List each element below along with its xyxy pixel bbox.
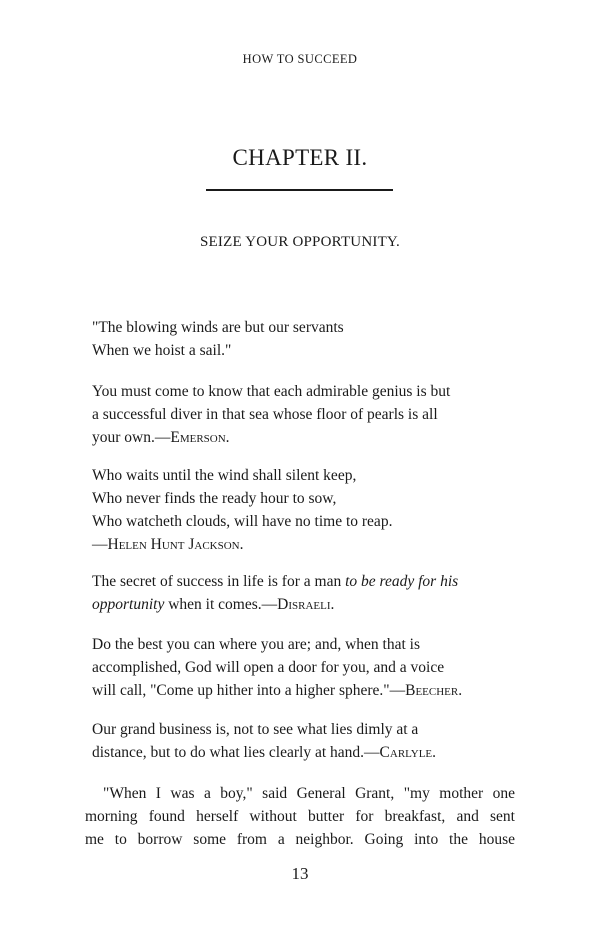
quote-line: accomplished, God will open a door for you, and a voice (92, 659, 445, 676)
chapter-title: CHAPTER II. (232, 145, 368, 170)
paragraph-line: "When I was a boy," said General Grant, "my mother one (103, 785, 515, 802)
quote-line: You must come to know that each admirable genius is but (92, 383, 451, 400)
running-head: HOW TO SUCCEED (242, 52, 358, 66)
chapter-subtitle: SEIZE YOUR OPPORTUNITY. (200, 234, 400, 250)
quote-line (92, 593, 522, 616)
verse-line: "The blowing winds are but our servants (92, 319, 344, 336)
quote-text: when it comes.— (164, 596, 278, 613)
quote-text: your own.— (92, 429, 171, 446)
author-attribution: Carlyle. (379, 744, 437, 761)
quote-line (92, 533, 522, 556)
epigraph-emerson (92, 380, 522, 449)
quote-text: will call, "Come up hither into a higher sphere."— (92, 682, 406, 699)
quote-emphasis: to be ready for his (345, 573, 459, 590)
author-attribution: Helen Hunt Jackson. (107, 536, 244, 553)
paragraph-line: morning found herself without butter for breakfast, and sent (85, 808, 515, 825)
quote-line (92, 679, 522, 702)
quote-text: distance, but to do what lies clearly at hand.— (92, 744, 380, 761)
verse-line: Who never finds the ready hour to sow, (92, 490, 337, 507)
quote-line: a successful diver in that sea whose floor of pearls is all (92, 406, 438, 423)
author-attribution: Disraeli. (277, 596, 335, 613)
author-attribution: Emerson. (170, 429, 230, 446)
paragraph-line: me to borrow some from a neighbor. Going into the house (85, 831, 515, 848)
verse-line: When we hoist a sail." (92, 342, 232, 359)
quote-line (92, 741, 522, 764)
body-paragraph (85, 782, 515, 851)
quote-line: Our grand business is, not to see what lies dimly at a (92, 721, 419, 738)
quote-emphasis: opportunity (92, 596, 165, 613)
quote-text: The secret of success in life is for a man (92, 573, 346, 590)
quote-line: Do the best you can where you are; and, when that is (92, 636, 420, 653)
author-attribution: Beecher. (405, 682, 463, 699)
epigraph-beecher (92, 633, 522, 702)
epigraph-carlyle (92, 718, 522, 764)
chapter-divider (206, 189, 393, 191)
dash: — (92, 536, 108, 553)
epigraph-verse (92, 316, 522, 362)
verse-line: Who watcheth clouds, will have no time to reap. (92, 513, 393, 530)
verse-line: Who waits until the wind shall silent keep, (92, 467, 357, 484)
page-number: 13 (291, 864, 309, 883)
epigraph-jackson (92, 464, 522, 556)
quote-line (92, 570, 522, 593)
quote-line (92, 426, 522, 449)
epigraph-disraeli (92, 570, 522, 616)
